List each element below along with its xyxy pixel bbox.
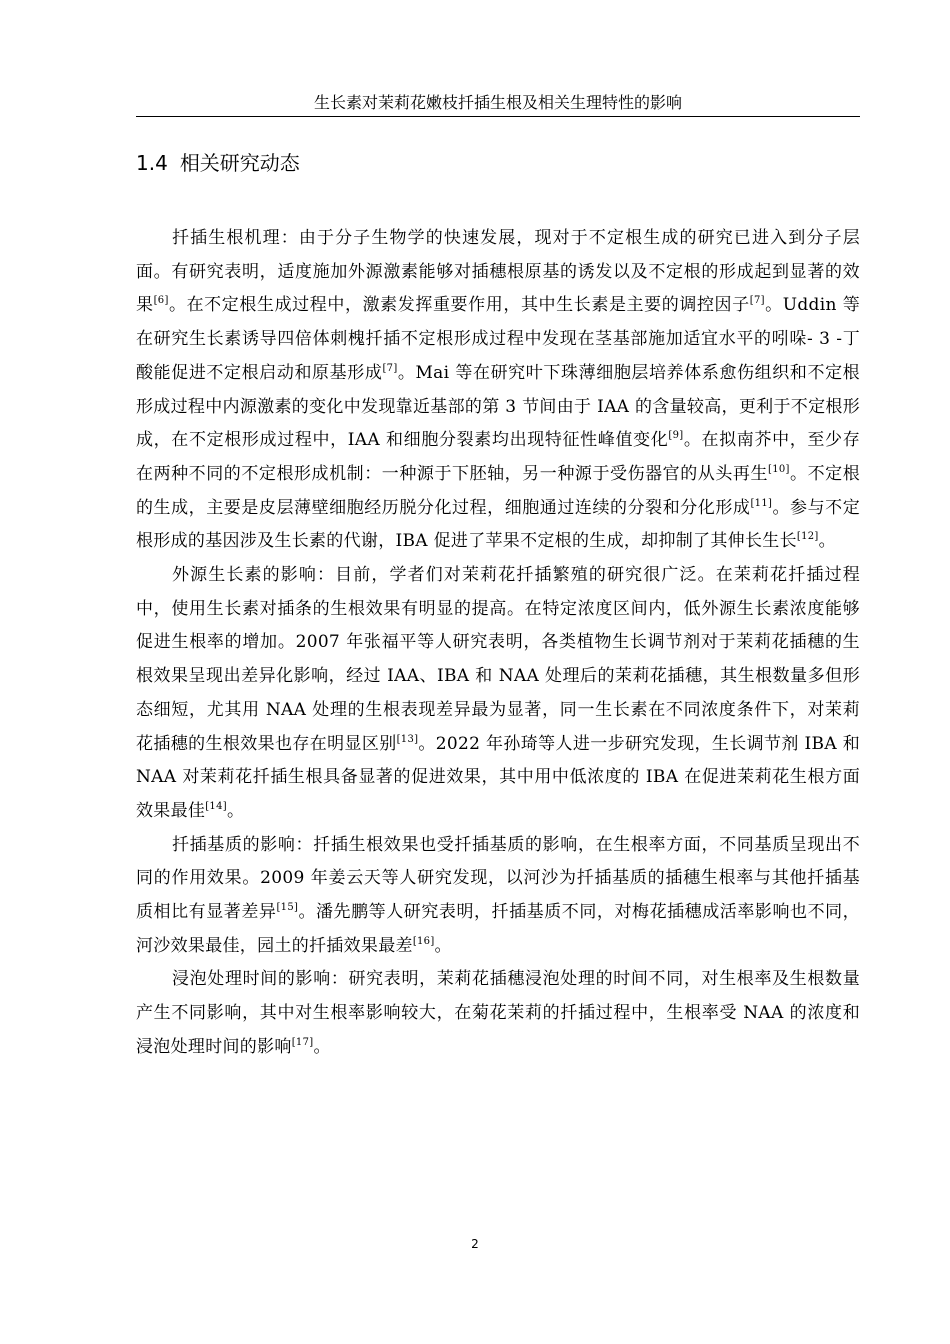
text-run: 扦插生根机理：由于分子生物学的快速发展，现对于不定根生成的研究已进入到分子层面。有研究表明，适度施加外源激素能够对插穗根原基的诱发以及不定根的形成起到显著的效果: [136, 228, 860, 316]
citation-ref: [12]: [796, 531, 819, 543]
citation-ref: [6]: [153, 295, 169, 307]
citation-ref: [7]: [749, 295, 765, 307]
text-run: 。: [226, 800, 245, 821]
citation-ref: [15]: [276, 902, 299, 914]
text-run: 。2022 年孙琦等人进一步研究发现，生长调节剂 IBA 和 NAA 对茉莉花扦插生根具备显著的促进效果，其中用中低浓度的 IBA 在促进茉莉花生根方面效果最佳: [136, 733, 860, 821]
text-run: 扦插基质的影响：扦插生根效果也受扦插基质的影响，在生根率方面，不同基质呈现出不同的作用效果。2009 年姜云天等人研究发现，以河沙为扦插基质的插穗生根率与其他扦插基质相比有显著差异: [136, 834, 860, 923]
text-run: 浸泡处理时间的影响：研究表明，茉莉花插穗浸泡处理的时间不同，对生根率及生根数量产生不同影响，其中对生根率影响较大，在菊花茉莉的扦插过程中，生根率受 NAA 的浓度和浸泡处理时间的影响: [136, 969, 860, 1057]
citation-ref: [7]: [382, 362, 398, 374]
body-text: [136, 222, 860, 1065]
text-run: 。参与不定根形成的基因涉及生长素的代谢，IBA 促进了苹果不定根的生成，却抑制了其伸长生长: [136, 497, 861, 552]
page-number: [0, 1237, 950, 1251]
page-number-text: 2: [471, 1237, 479, 1251]
paragraph-rooting-substrate: [136, 829, 860, 964]
paragraph-soaking-time: [136, 963, 860, 1064]
text-run: 。: [313, 1036, 331, 1057]
citation-ref: [17]: [291, 1036, 314, 1048]
text-run: 。: [818, 531, 836, 552]
running-header-title: 生长素对茉莉花嫩枝扦插生根及相关生理特性的影响: [313, 93, 682, 112]
text-run: 。Uddin 等在研究生长素诱导四倍体刺槐扦插不定根形成过程中发现在茎基部施加适宜水平的吲哚- 3 -丁酸能促进不定根启动和原基形成: [136, 295, 861, 383]
citation-ref: [13]: [396, 733, 419, 745]
text-run: 。在拟南芥中，至少存在两种不同的不定根形成机制：一种源于下胚轴，另一种源于受伤器官的从头再生: [136, 430, 860, 484]
section-heading: [136, 150, 300, 176]
section-title: 相关研究动态: [179, 151, 300, 175]
text-run: 。不定根的生成，主要是皮层薄壁细胞经历脱分化过程，细胞通过连续的分裂和分化形成: [136, 463, 860, 518]
text-run: 外源生长素的影响：目前，学者们对茉莉花扦插繁殖的研究很广泛。在茉莉花扦插过程中，使用生长素对插条的生根效果有明显的提高。在特定浓度区间内，低外源生长素浓度能够促进生根率的增加。2007 年张福平等人研究表明，各类植物生长调节剂对于茉莉花插穗的生根效果呈现出差异化影响，经过 IAA、IBA 和 NAA 处理后的茉莉花插穗，其生根数量多但形态细短，尤其用 NAA 处理的生根表现差异最为显著，同一生长素在不同浓度条件下，对茉莉花插穗的生根效果也存在明显区别: [136, 565, 860, 754]
text-run: 。在不定根生成过程中，激素发挥重要作用，其中生长素是主要的调控因子: [168, 295, 750, 316]
running-header: [136, 94, 860, 117]
text-run: 。: [434, 935, 452, 956]
citation-ref: [16]: [412, 935, 435, 947]
section-number: 1.4: [136, 151, 168, 175]
citation-ref: [14]: [205, 800, 227, 812]
citation-ref: [11]: [750, 497, 773, 509]
text-run: 。Mai 等在研究叶下珠薄细胞层培养体系愈伤组织和不定根形成过程中内源激素的变化中发现靠近基部的第 3 节间由于 IAA 的含量较高，更利于不定根形成，在不定根形成过程中，IAA 和细胞分裂素均出现特征性峰值变化: [136, 362, 860, 451]
citation-ref: [9]: [668, 430, 684, 442]
paragraph-rooting-mechanism: [136, 222, 860, 559]
paragraph-exogenous-auxin: [136, 559, 860, 829]
citation-ref: [10]: [768, 463, 790, 475]
text-run: 。潘先鹏等人研究表明，扦插基质不同，对梅花插穗成活率影响也不同，河沙效果最佳，园土的扦插效果最差: [136, 902, 860, 956]
